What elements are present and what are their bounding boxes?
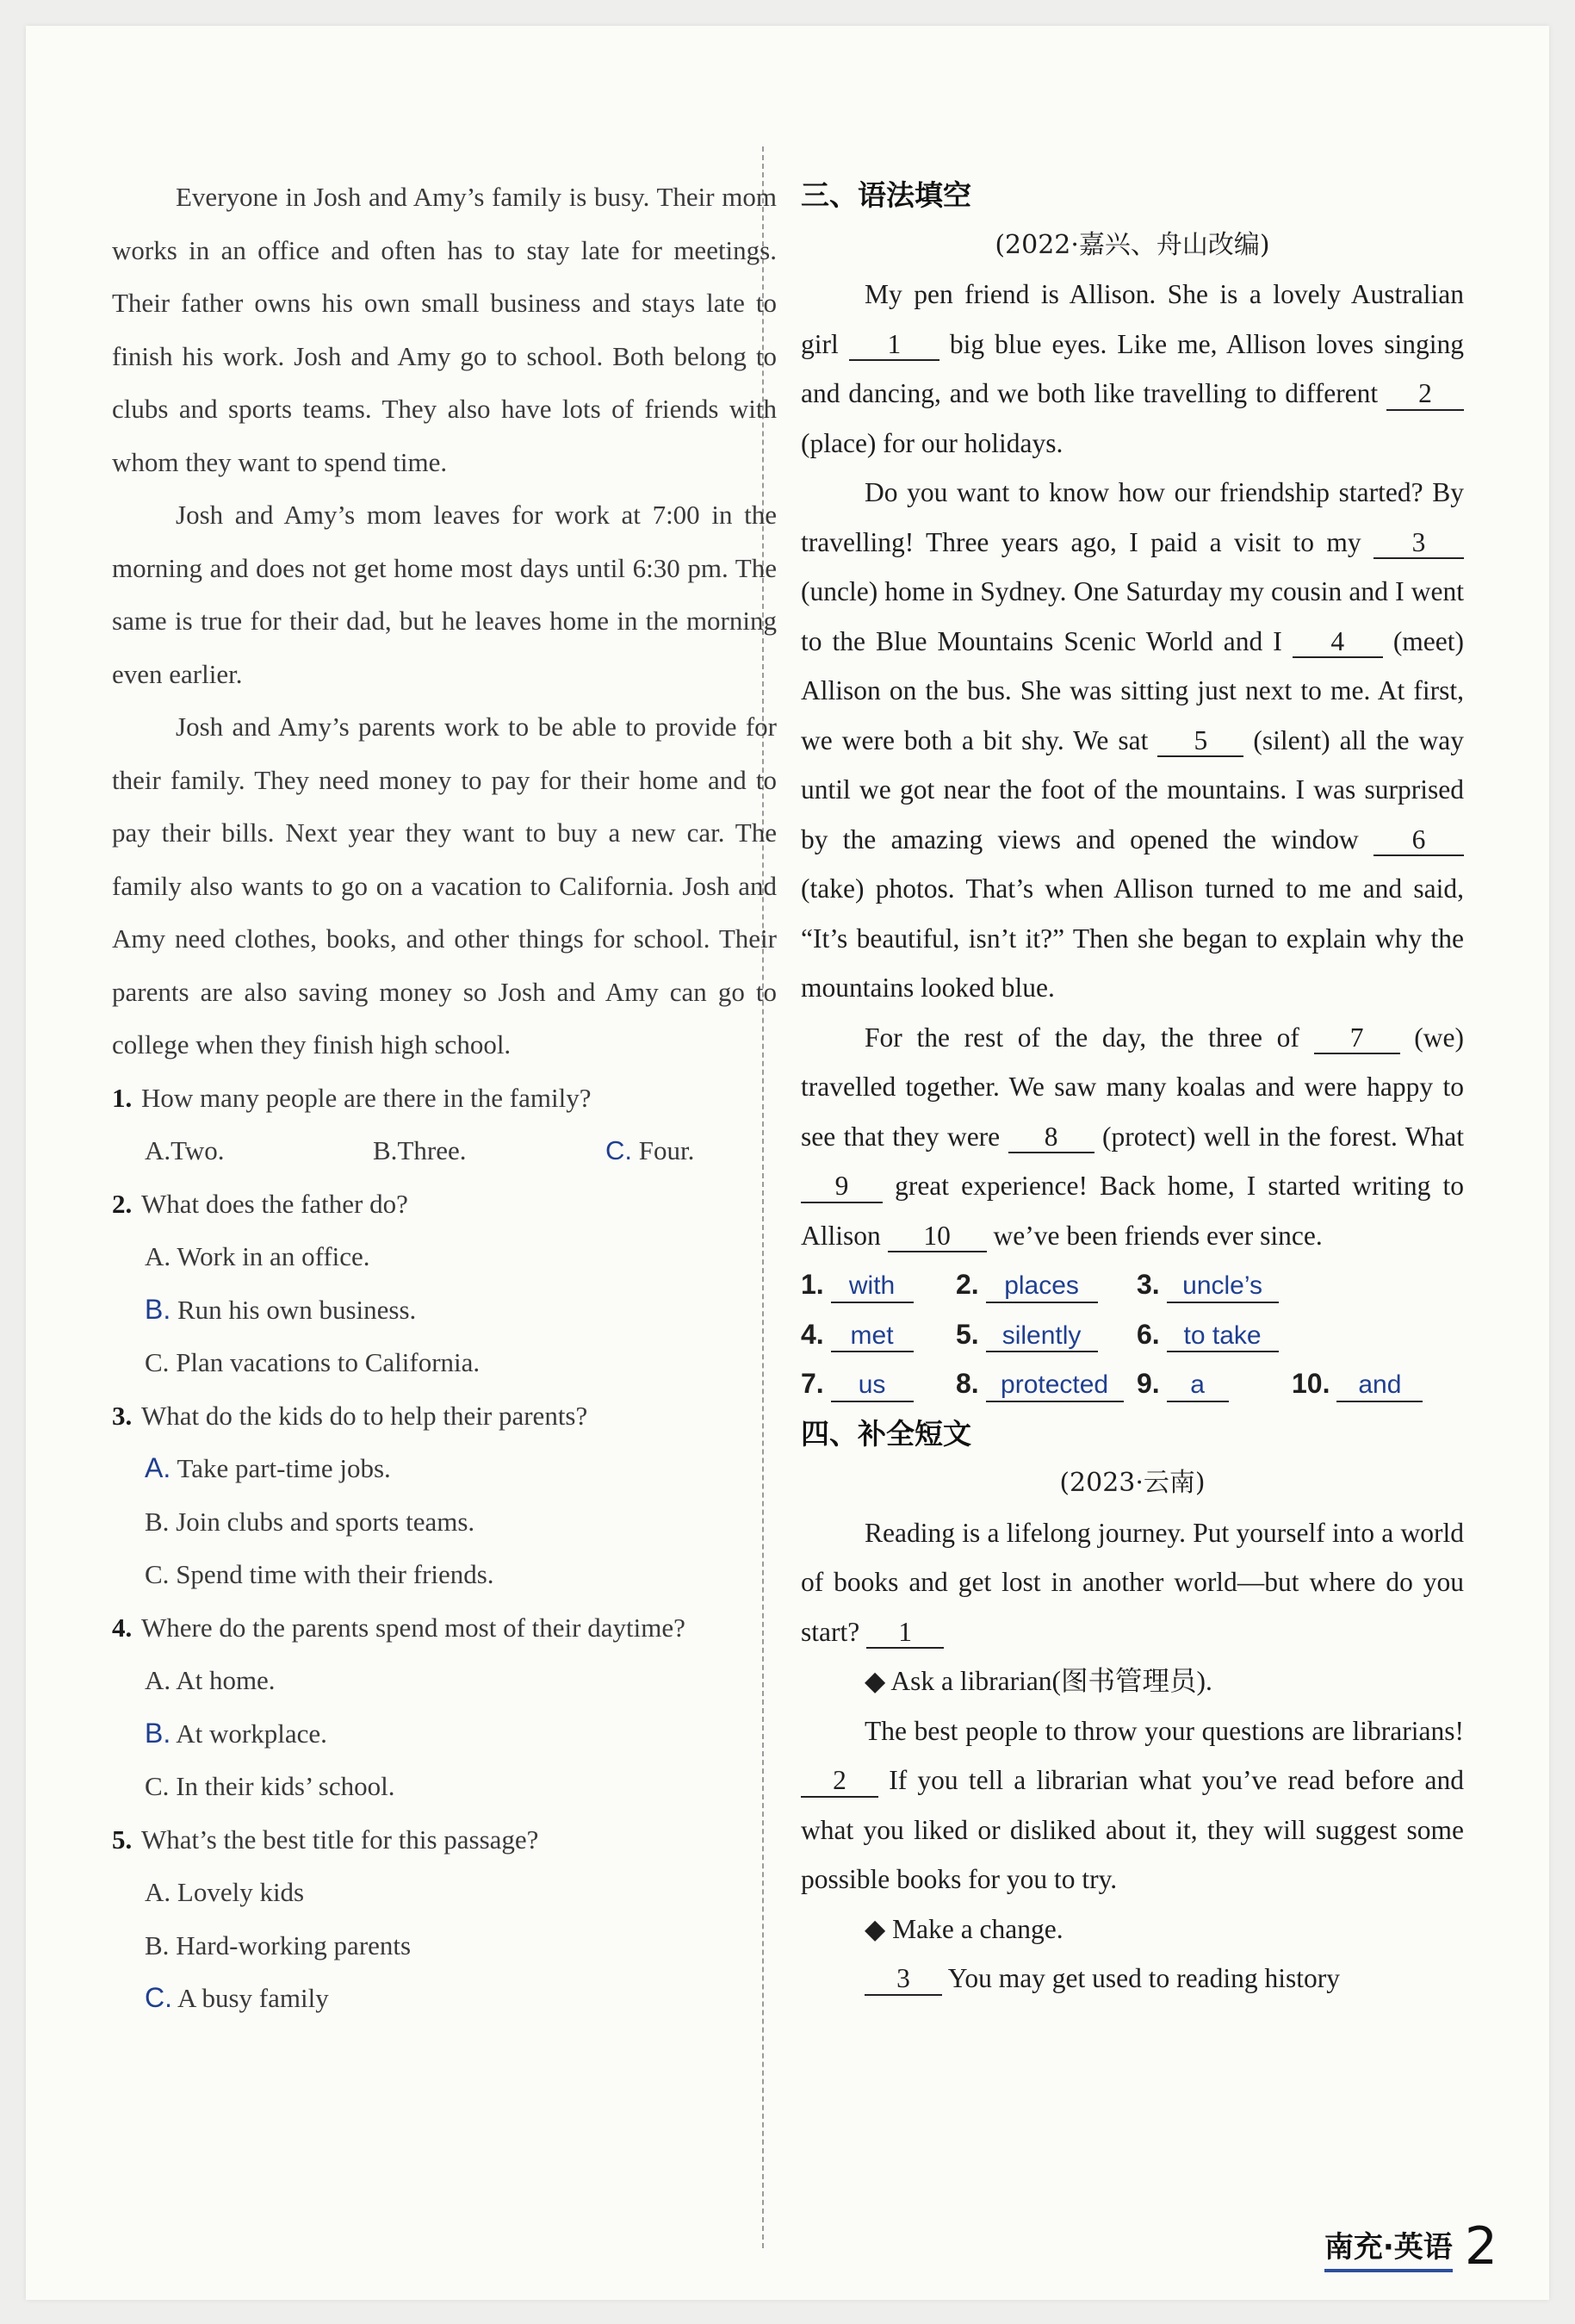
question-number: 2. — [112, 1188, 133, 1219]
blank-9: 9 — [801, 1171, 883, 1203]
option-a: A. Lovely kids — [145, 1877, 305, 1907]
tip-heading-1: ◆ Ask a librarian(图书管理员). — [865, 1666, 1212, 1696]
question-number: 1. — [112, 1082, 133, 1113]
grammar-paragraph-3: For the rest of the day, the three of 7 (we) travelled together. We saw many koalas and were happy to see that they were 8 (protect) well in the forest. What 9 great experience! Back home, I started writing to Allison 10 we’ve been friends ever since. — [801, 1013, 1464, 1261]
blank-4: 4 — [1293, 627, 1383, 659]
section-4-source: (2023·云南) — [1059, 1468, 1206, 1498]
answer-4: 4. met — [801, 1310, 956, 1360]
blank-6: 6 — [1373, 825, 1464, 857]
blank-7: 7 — [1314, 1023, 1400, 1055]
section-3-title: 三、语法填空 — [801, 178, 971, 212]
cloze-paragraph-1: Reading is a lifelong journey. Put yourself into a world of books and get lost in another world—but where do you start? 1 — [801, 1508, 1464, 1657]
question-1 — [112, 1072, 777, 1178]
option-b: B.Three. — [373, 1135, 467, 1165]
options-row — [112, 1124, 777, 1178]
answer-10: 10. and — [1292, 1359, 1464, 1409]
option-a: A. Work in an office. — [145, 1241, 370, 1271]
answer-key — [801, 1260, 1464, 1409]
section-4-title: 四、补全短文 — [801, 1416, 971, 1451]
question-2 — [112, 1178, 777, 1389]
option-c: C. Plan vacations to California. — [145, 1347, 481, 1377]
answer-8: 8. protected — [956, 1359, 1137, 1409]
question-text: How many people are there in the family? — [141, 1082, 592, 1113]
option-b: B. At workplace. — [145, 1717, 327, 1749]
answer-5: 5. silently — [956, 1310, 1137, 1360]
page-number: 2 — [1464, 2216, 1497, 2277]
cloze-blank-1: 1 — [866, 1618, 944, 1650]
cloze-paragraph-2: The best people to throw your questions are librarians! 2 If you tell a librarian what you’ve read before and what you liked or disliked about it, they will suggest some possible books for you to try. — [801, 1715, 1464, 1894]
answer-1: 1. with — [801, 1260, 956, 1310]
option-b: B. Hard-working parents — [145, 1929, 412, 1960]
grammar-paragraph-2: Do you want to know how our friendship started? By travelling! Three years ago, I paid a visit to my 3 (uncle) home in Sydney. One Saturday my cousin and I went to the Blue Mountains Scenic World and I 4 (meet) Allison on the bus. She was sitting just next to me. At first, we were both a bit shy. We sat 5 (silent) all the way until we got near the foot of the mountains. I was surprised by the amazing views and opened the window 6 (take) photos. That’s when Allison turned to me and said, “It’s beautiful, isn’t it?” Then she began to explain why the mountains looked blue. — [801, 477, 1465, 1003]
grammar-paragraph-1: My pen friend is Allison. She is a lovely Australian girl 1 big blue eyes. Like me, Allison loves singing and dancing, and we both like travelling to different 2 (place) for our holidays. — [801, 279, 1464, 458]
blank-5: 5 — [1157, 726, 1243, 758]
option-a: A. At home. — [145, 1665, 276, 1695]
question-text: What does the father do? — [141, 1188, 408, 1219]
option-c: C. A busy family — [145, 1982, 329, 2013]
question-number: 4. — [112, 1612, 133, 1643]
answer-3: 3. uncle’s — [1137, 1260, 1292, 1310]
blank-3: 3 — [1373, 528, 1464, 560]
answer-6: 6. to take — [1137, 1310, 1292, 1360]
blank-10: 10 — [888, 1221, 987, 1253]
right-column — [801, 171, 1464, 2004]
passage-paragraph: Josh and Amy’s parents work to be able to provide for their family. They need money to pay for their home and to pay their bills. Next year they want to buy a new car. The family also wants to go on a vacation to California. Josh and Amy need clothes, books, and other things for school. Their parents are also saving money so Josh and Amy can go to college when they finish high school. — [112, 711, 777, 1059]
page-footer — [1324, 2216, 1497, 2277]
cloze-blank-3: 3 — [865, 1964, 942, 1996]
option-a: A.Two. — [145, 1135, 225, 1165]
option-b: B. Join clubs and sports teams. — [145, 1506, 475, 1537]
blank-8: 8 — [1008, 1122, 1094, 1154]
question-4 — [112, 1601, 777, 1813]
question-number: 5. — [112, 1824, 133, 1855]
option-c: C. In their kids’ school. — [145, 1771, 395, 1801]
question-text: Where do the parents spend most of their daytime? — [141, 1612, 685, 1643]
cloze-paragraph-3: 3 You may get used to reading history — [801, 1954, 1464, 2004]
section-3-source: (2022·嘉兴、舟山改编) — [995, 229, 1270, 260]
tip-heading-2: ◆ Make a change. — [865, 1913, 1063, 1944]
blank-1: 1 — [849, 330, 939, 362]
cloze-blank-2: 2 — [801, 1766, 878, 1798]
option-a: A. Take part-time jobs. — [145, 1452, 391, 1483]
answer-2: 2. places — [956, 1260, 1137, 1310]
option-c: C. Spend time with their friends. — [145, 1559, 494, 1589]
blank-2: 2 — [1386, 379, 1464, 411]
passage-paragraph: Josh and Amy’s mom leaves for work at 7:00 in the morning and does not get home most days until 6:30 pm. The same is true for their dad, but he leaves home in the morning even earlier. — [112, 500, 777, 689]
option-b: B. Run his own business. — [145, 1293, 417, 1325]
question-3 — [112, 1389, 777, 1601]
footer-label: 南充·英语 — [1324, 2223, 1453, 2272]
question-text: What do the kids do to help their parents? — [141, 1400, 588, 1431]
worksheet-page — [26, 26, 1549, 2300]
left-column — [112, 171, 777, 2025]
answer-7: 7. us — [801, 1359, 956, 1409]
question-text: What’s the best title for this passage? — [141, 1824, 539, 1855]
option-c: C. Four. — [605, 1135, 695, 1165]
question-number: 3. — [112, 1400, 133, 1431]
passage-paragraph: Everyone in Josh and Amy’s family is busy. Their mom works in an office and often has to stay late for meetings. Their father owns his own small business and stays late to finish his work. Josh and Amy go to school. Both belong to clubs and sports teams. They also have lots of friends with whom they want to spend time. — [112, 182, 777, 477]
question-5 — [112, 1813, 777, 2025]
answer-9: 9. a — [1137, 1359, 1292, 1409]
